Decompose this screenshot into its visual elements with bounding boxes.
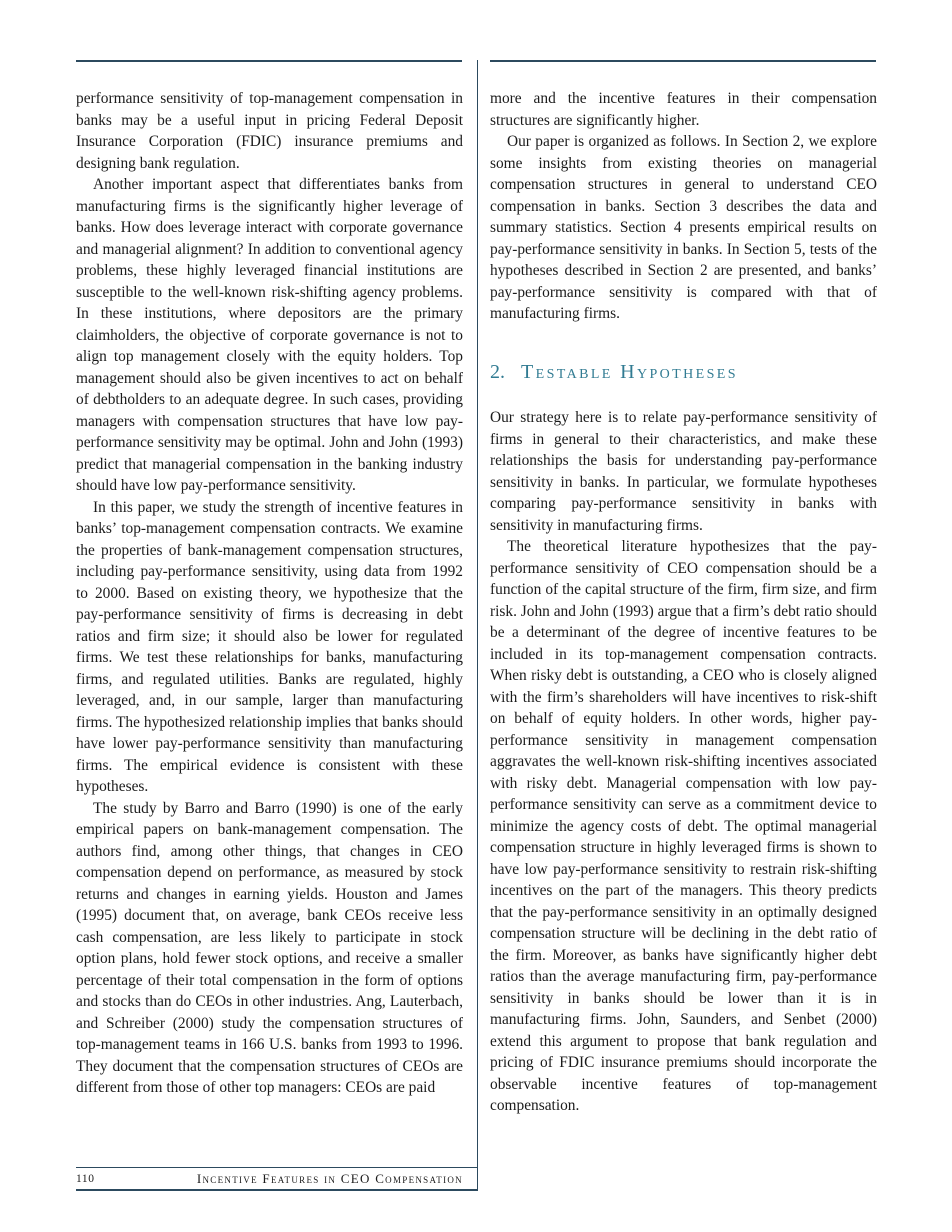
footer — [76, 1168, 477, 1189]
section-title: Testable Hypotheses — [521, 360, 738, 383]
paragraph: Another important aspect that differentiates banks from manufacturing firms is the significantly higher leverage of banks. How does leverage interact with corporate governance and managerial alignment? In addition to conventional agency problems, these highly leveraged financial institutions are susceptible to the well-known risk-shifting agency problems. In these institutions, where depositors are the primary claimholders, the objective of corporate governance is not to align top management closely with the equity holders. Top management should also be given incentives to act on behalf of debtholders to an adequate degree. In such cases, providing managers with compensation structures that have low pay-performance sensitivity may be optimal. John and John (1993) predict that managerial compensation in the banking industry should have low pay-performance sensitivity. — [76, 176, 463, 494]
paragraph: more and the incentive features in their compensation structures are significantly higher. — [490, 90, 877, 129]
paragraph: The study by Barro and Barro (1990) is one of the early empirical papers on bank-management compensation. The authors find, among other things, that changes in CEO compensation depend on performance, as measured by stock returns and changes in earning yields. Houston and James (1995) document that, on average, bank CEOs receive less cash compensation, are less likely to participate in stock option plans, hold fewer stock options, and receive a smaller percentage of their total compensation in the form of options and stocks than do CEOs in other industries. Ang, Lauterbach, and Schreiber (2000) study the compensation structures of top-management teams in 166 U.S. banks from 1993 to 1996. They document that the compensation structures of CEOs are different from those of other top managers: CEOs are paid — [76, 799, 463, 1096]
paragraph: Our strategy here is to relate pay-performance sensitivity of firms in general to their characteristics, and make these relationships the basis for understanding pay-performance sensitivity in banks. In particular, we formulate hypotheses comparing pay-performance sensitivity in banks with sensitivity in manufacturing firms. — [490, 409, 877, 534]
right-column — [490, 88, 877, 1117]
section-number: 2. — [490, 360, 505, 383]
footer-rule-bottom — [76, 1189, 477, 1191]
column-divider — [477, 60, 478, 1191]
paragraph: The theoretical literature hypothesizes that the pay-performance sensitivity of CEO compensation should be a function of the capital structure of the firm, firm size, and firm risk. John and John (1993) argue that a firm’s debt ratio should be a determinant of the degree of incentive features to be included in its top-management compensation contracts. When risky debt is outstanding, a CEO who is closely aligned with the firm’s shareholders will have incentives to risk-shift on behalf of equity holders. In other words, higher pay-performance sensitivity in management compensation aggravates the well-known risk-shifting incentives associated with risky debt. Managerial compensation with low pay-performance sensitivity can serve as a commitment device to minimize the agency costs of debt. The optimal managerial compensation structure in highly leveraged firms is shown to have low pay-performance sensitivity to restrain risk-shifting incentives on the part of the managers. This theory predicts that the pay-performance sensitivity in an optimally designed compensation structure will be declining in the debt ratio of the firm. Moreover, as banks have significantly higher debt ratios than the average manufacturing firm, pay-performance sensitivity in banks should be lower than it is in manufacturing firms. John, Saunders, and Senbet (2000) extend this argument to propose that bank regulation and pricing of FDIC insurance premiums should incorporate the observable incentive features of top-management compensation. — [490, 538, 877, 1114]
running-title: Incentive Features in CEO Compensation — [196, 1170, 463, 1186]
left-column — [76, 88, 463, 1099]
paragraph: performance sensitivity of top-management compensation in banks may be a useful input in pricing Federal Deposit Insurance Corporation (FDIC) insurance premiums and designing bank regulation. — [76, 90, 463, 172]
left-column-top-rule — [76, 60, 462, 62]
paragraph: In this paper, we study the strength of incentive features in banks’ top-management compensation contracts. We examine the properties of bank-management compensation structures, including pay-performance sensitivity, using data from 1992 to 2000. Based on existing theory, we hypothesize that the pay-performance sensitivity of firms is decreasing in debt ratios and firm size; it should also be lower for regulated firms. We test these relationships for banks, manufacturing firms, and regulated utilities. Banks are regulated, highly leveraged, and, in our sample, larger than manufacturing firms. The hypothesized relationship implies that banks should have lower pay-performance sensitivity than manufacturing firms. The empirical evidence is consistent with these hypotheses. — [76, 498, 463, 795]
section-heading — [490, 362, 877, 384]
right-column-top-rule — [490, 60, 876, 62]
page-number: 110 — [76, 1172, 95, 1185]
paragraph: Our paper is organized as follows. In Section 2, we explore some insights from existing theories on managerial compensation structures in general to understand CEO compensation in banks. Section 3 describes the data and summary statistics. Section 4 presents empirical results on pay-performance sensitivity in banks. In Section 5, tests of the hypotheses described in Section 2 are presented, and banks’ pay-performance sensitivity is compared with that of manufacturing firms. — [490, 133, 877, 322]
